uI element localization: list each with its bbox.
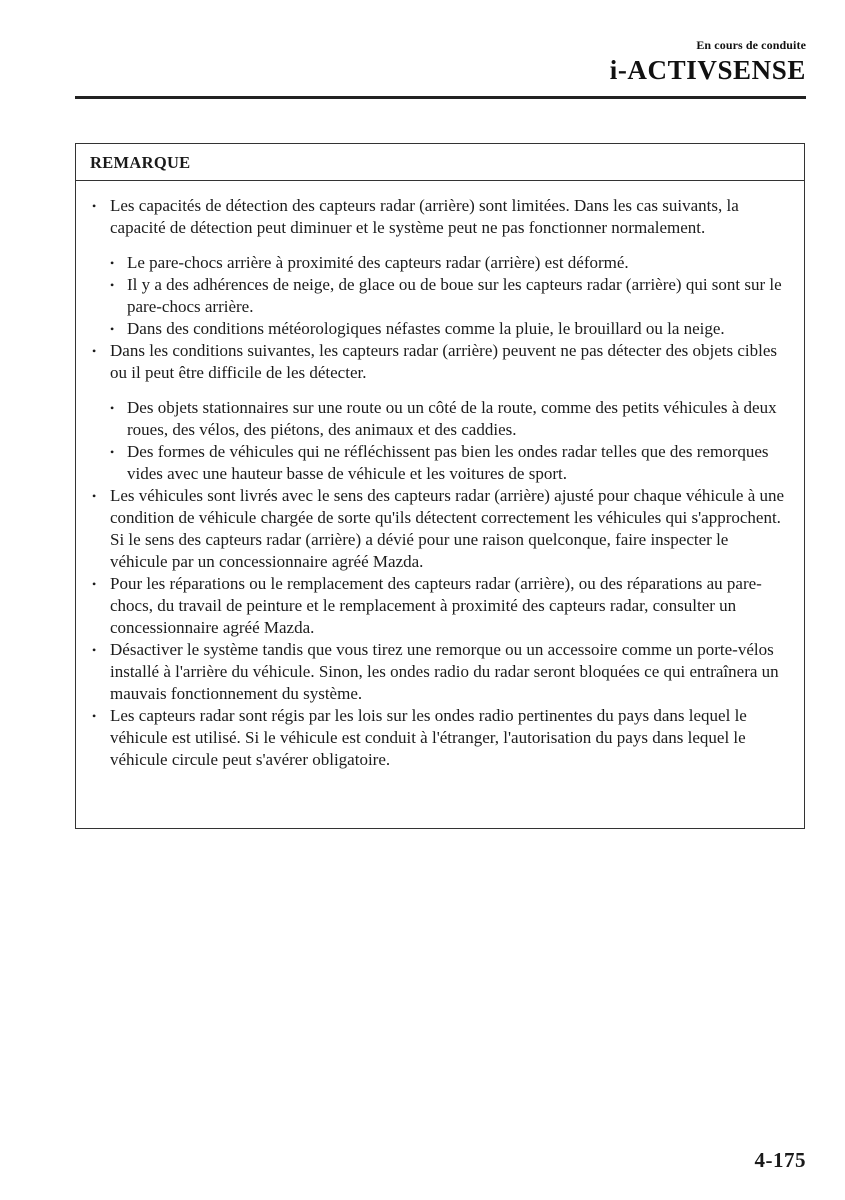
note-item — [92, 485, 786, 573]
note-subitem: • Des objets stationnaires sur une route ou un côté de la route, comme des petits véhicules à deux roues, des vélos, des piétons, des animaux et des caddies. — [110, 397, 786, 441]
note-item — [92, 705, 786, 771]
note-item-text: Les véhicules sont livrés avec le sens des capteurs radar (arrière) ajusté pour chaque véhicule à une condition de véhicule chargée de sorte qu'ils détectent correctement les véhicules qui s'approchent. Si le sens des capteurs radar (arrière) a dévié pour une raison quelconque, faire inspecter le véhicule par un concessionnaire agréé Mazda. — [110, 486, 785, 571]
note-item-text: Pour les réparations ou le remplacement des capteurs radar (arrière), ou des réparations au pare-chocs, du travail de peinture et le remplacement à proximité des capteurs radar, consulter un concessionnaire agréé Mazda. — [110, 574, 762, 637]
note-sublist — [110, 397, 786, 485]
note-list — [92, 195, 786, 771]
chapter-title: i-ACTIVSENSE — [609, 55, 806, 85]
section-label: En cours de conduite — [696, 38, 806, 52]
page-number: 4-175 — [754, 1148, 806, 1172]
note-box — [75, 143, 805, 829]
note-item-text: Désactiver le système tandis que vous tirez une remorque ou un accessoire comme un porte-vélos installé à l'arrière du véhicule. Sinon, les ondes radio du radar seront bloquées ce qui entraînera un mauvais fonctionnement du système. — [110, 640, 779, 703]
note-item — [92, 573, 786, 639]
note-item — [92, 340, 786, 485]
page-header — [610, 38, 806, 85]
note-item-text: Les capacités de détection des capteurs radar (arrière) sont limitées. Dans les cas suivants, la capacité de détection peut diminuer et le système peut ne pas fonctionner normalement. — [110, 196, 739, 237]
header-rule — [75, 96, 806, 99]
note-item-text: Les capteurs radar sont régis par les lois sur les ondes radio pertinentes du pays dans lequel le véhicule est utilisé. Si le véhicule est conduit à l'étranger, l'autorisation du pays dans lequel le véhicule circule peut s'avérer obligatoire. — [110, 706, 747, 769]
note-subitem: • Dans des conditions météorologiques néfastes comme la pluie, le brouillard ou la neige. — [110, 318, 786, 340]
note-item-text: Dans les conditions suivantes, les capteurs radar (arrière) peuvent ne pas détecter des objets cibles ou il peut être difficile de les détecter. — [110, 341, 778, 382]
note-subitem: • Des formes de véhicules qui ne réfléchissent pas bien les ondes radar telles que des remorques vides avec une hauteur basse de véhicule et les voitures de sport. — [110, 441, 786, 485]
note-subitem: • Il y a des adhérences de neige, de glace ou de boue sur les capteurs radar (arrière) qui sont sur le pare-chocs arrière. — [110, 274, 786, 318]
note-subitem: • Le pare-chocs arrière à proximité des capteurs radar (arrière) est déformé. — [110, 252, 786, 274]
note-heading: REMARQUE — [76, 144, 804, 181]
note-item — [92, 639, 786, 705]
note-sublist — [110, 252, 786, 340]
note-body — [76, 181, 804, 771]
note-item — [92, 195, 786, 340]
